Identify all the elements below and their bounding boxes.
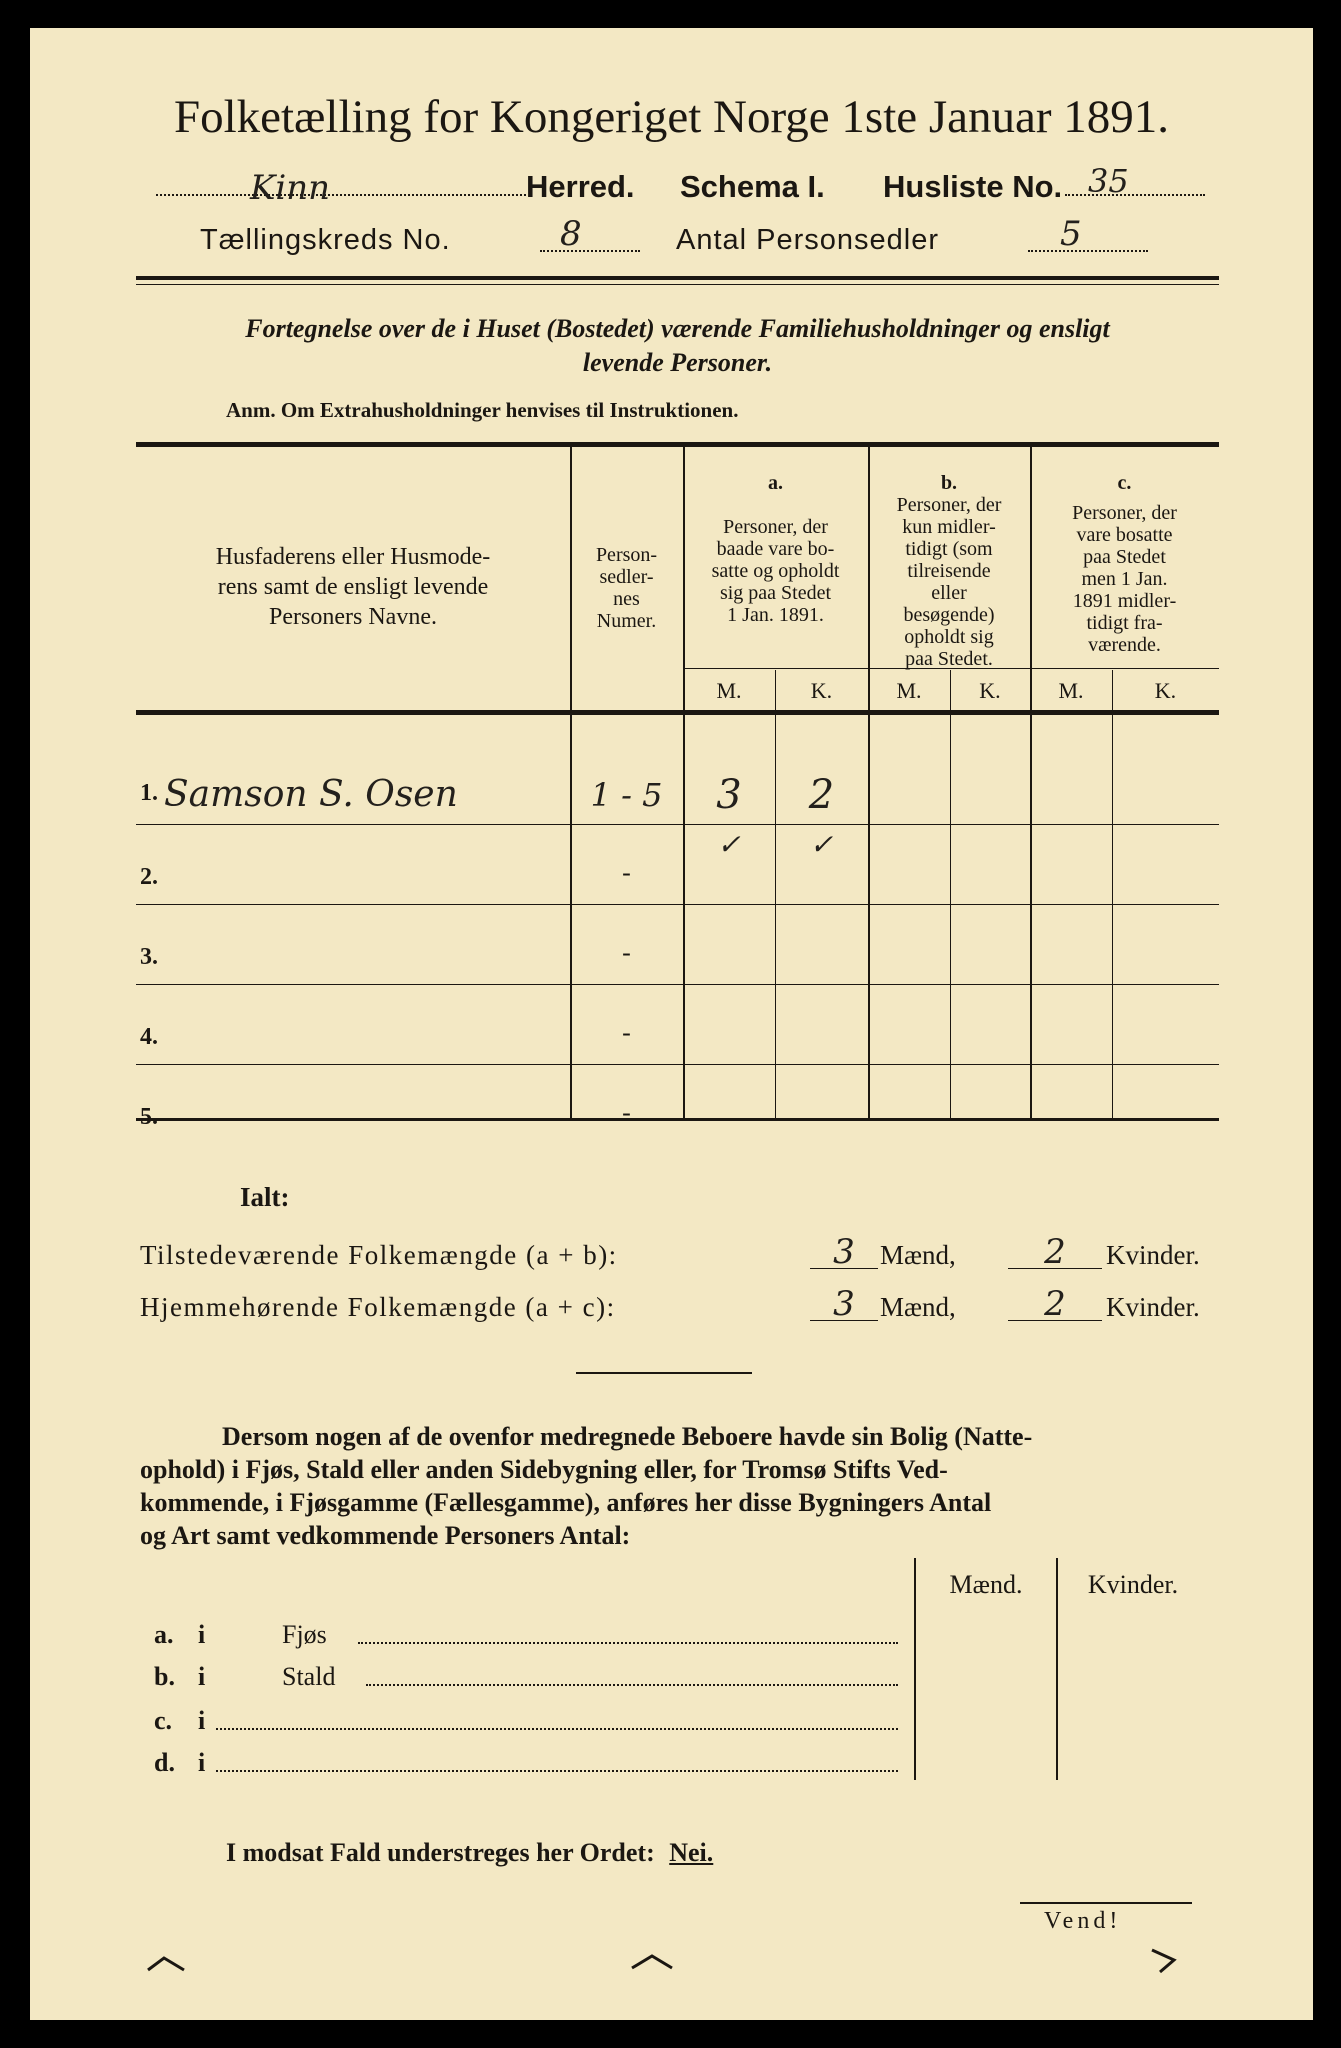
herred-value: Kinn bbox=[250, 168, 331, 208]
hjemme-k-value: 2 bbox=[1044, 1284, 1066, 1324]
row-2-personsedler: - bbox=[622, 858, 631, 887]
col-a-line-1: Personer, der bbox=[723, 516, 828, 538]
col-b-header bbox=[868, 472, 1030, 670]
row-line-3 bbox=[136, 984, 1219, 985]
building-b-i: i bbox=[198, 1662, 206, 1691]
col-a-line-2: baade vare bo- bbox=[716, 538, 835, 560]
census-form-sheet bbox=[30, 28, 1313, 2020]
section-divider bbox=[576, 1372, 752, 1374]
col-c-m: M. bbox=[1058, 678, 1084, 703]
hjemme-label: Hjemmehørende Folkemængde (a + c): bbox=[140, 1292, 616, 1322]
col-b-letter: b. bbox=[940, 472, 958, 494]
building-d-letter: d. bbox=[154, 1748, 175, 1777]
kreds-value: 8 bbox=[560, 214, 582, 254]
building-a-letter: a. bbox=[154, 1620, 174, 1649]
row-5-number: 5. bbox=[140, 1104, 158, 1130]
row-4-personsedler: - bbox=[622, 1018, 631, 1047]
col-c-line-4: men 1 Jan. bbox=[1081, 568, 1168, 590]
col-c-letter: c. bbox=[1117, 472, 1132, 494]
col-a-line-5: 1 Jan. 1891. bbox=[727, 604, 824, 626]
buildings-para-line-1: Dersom nogen af de ovenfor medregnede Beboere havde sin Bolig (Natte- bbox=[222, 1422, 1033, 1451]
col-c-line-3: paa Stedet bbox=[1083, 546, 1166, 568]
col-c-line-6: tidigt fra- bbox=[1086, 612, 1163, 634]
col-b-line-6: besøgende) bbox=[903, 604, 995, 626]
corner-mark-right-icon bbox=[1148, 1946, 1178, 1976]
col-b-line-4: tilreisende bbox=[907, 560, 991, 582]
building-c-i: i bbox=[198, 1706, 206, 1735]
building-c-dots bbox=[216, 1728, 898, 1730]
vend-rule bbox=[1020, 1902, 1192, 1904]
tilstede-m-value: 3 bbox=[833, 1232, 855, 1272]
tilstede-label: Tilstedeværende Folkemængde (a + b): bbox=[140, 1240, 618, 1270]
ialt-label: Ialt: bbox=[240, 1182, 290, 1212]
table-header-bottom-rule bbox=[136, 710, 1219, 715]
col-num-line-3: nes bbox=[613, 588, 640, 610]
col-c-line-7: værende. bbox=[1088, 634, 1161, 656]
building-a-i: i bbox=[198, 1620, 206, 1649]
col-c-line-5: 1891 midler- bbox=[1072, 590, 1177, 612]
col-num-header bbox=[570, 544, 683, 632]
nei-word: Nei. bbox=[669, 1838, 714, 1867]
col-a-line-4: sig paa Stedet bbox=[719, 582, 832, 604]
a-mk-divider bbox=[775, 670, 776, 1118]
buildings-para-line-3: kommende, i Fjøsgamme (Fællesgamme), anføres her disse Bygningers Antal bbox=[140, 1488, 992, 1517]
row-3-personsedler: - bbox=[622, 938, 631, 967]
row-1-a-k: 2 bbox=[808, 772, 835, 818]
col-num-line-1: Person- bbox=[595, 544, 658, 566]
c-mk-divider bbox=[1112, 670, 1113, 1118]
intro-line-1: Fortegnelse over de i Huset (Bostedet) værende Familiehusholdninger og ensligt bbox=[245, 314, 1110, 343]
row-2-a-m-check: ✓ bbox=[717, 828, 741, 861]
building-d-i: i bbox=[198, 1748, 206, 1777]
husliste-dotted-line bbox=[1065, 194, 1205, 196]
row-line-4 bbox=[136, 1064, 1219, 1065]
buildings-col-kvinder: Kvinder. bbox=[1087, 1570, 1179, 1599]
col-b-line-3: tidigt (som bbox=[905, 538, 993, 560]
building-d-dots bbox=[216, 1770, 898, 1772]
corner-mark-left-icon bbox=[146, 1952, 186, 1976]
antal-value: 5 bbox=[1060, 214, 1082, 254]
col-a-letter: a. bbox=[768, 472, 783, 494]
hjemme-maend: Mænd, bbox=[880, 1292, 956, 1322]
kreds-label: Tællingskreds No. bbox=[200, 224, 451, 256]
header-rule-thin bbox=[136, 284, 1219, 285]
husliste-label: Husliste No. bbox=[883, 169, 1063, 204]
col-c-line-1: Personer, der bbox=[1072, 502, 1177, 524]
tilstede-maend: Mænd, bbox=[880, 1240, 956, 1270]
row-1-a-m: 3 bbox=[716, 772, 742, 818]
col-b-line-5: eller bbox=[931, 582, 967, 604]
building-c-letter: c. bbox=[154, 1706, 173, 1735]
row-3-number: 3. bbox=[140, 944, 158, 970]
herred-label: Herred. bbox=[526, 169, 635, 204]
col-b-line-8: paa Stedet. bbox=[905, 648, 993, 670]
row-4-number: 4. bbox=[140, 1024, 158, 1050]
husliste-value: 35 bbox=[1088, 162, 1129, 200]
col-c-header bbox=[1030, 472, 1219, 656]
kreds-dotted-line bbox=[540, 250, 640, 252]
row-1-number: 1. bbox=[140, 780, 158, 806]
col-b-m: M. bbox=[896, 678, 922, 703]
col-c-line-2: vare bosatte bbox=[1076, 524, 1173, 546]
col-num-line-4: Numer. bbox=[596, 610, 657, 632]
intro-line-2: levende Personer. bbox=[582, 348, 773, 377]
vend-label: Vend! bbox=[1044, 1908, 1122, 1934]
antal-dotted-line bbox=[1028, 250, 1148, 252]
row-5-personsedler: - bbox=[622, 1098, 631, 1127]
buildings-col-maend: Mænd. bbox=[949, 1570, 1023, 1599]
building-a-dots bbox=[358, 1642, 898, 1644]
col-b-line-7: opholdt sig bbox=[904, 626, 994, 648]
modsat-text bbox=[226, 1838, 713, 1868]
building-b-dots bbox=[366, 1684, 898, 1686]
col-num-line-2: sedler- bbox=[599, 566, 654, 588]
corner-mark-center-icon bbox=[630, 1952, 674, 1976]
col-b-line-2: kun midler- bbox=[902, 516, 996, 538]
building-b-letter: b. bbox=[154, 1662, 175, 1691]
buildings-para-line-2: ophold) i Fjøs, Stald eller anden Sidebygning eller, for Tromsø Stifts Ved- bbox=[140, 1455, 948, 1484]
tilstede-k-value: 2 bbox=[1044, 1232, 1066, 1272]
buildings-paragraph bbox=[140, 1420, 1223, 1552]
col-b-line-1: Personer, der bbox=[896, 494, 1002, 516]
antal-label: Antal Personsedler bbox=[676, 224, 940, 256]
row-1-personsedler: 1 - 5 bbox=[590, 776, 663, 814]
col-name-header bbox=[136, 542, 570, 632]
row-2-number: 2. bbox=[140, 864, 158, 890]
col-c-k: K. bbox=[1154, 678, 1177, 703]
b-mk-divider bbox=[950, 670, 951, 1118]
col-name-line-2: rens samt de ensligt levende bbox=[217, 574, 489, 600]
row-2-a-k-check: ✓ bbox=[809, 828, 834, 861]
herred-dotted-line bbox=[156, 194, 526, 196]
col-a-line-3: satte og opholdt bbox=[711, 560, 840, 582]
tilstede-kvinder: Kvinder. bbox=[1106, 1240, 1200, 1270]
hjemme-kvinder: Kvinder. bbox=[1106, 1292, 1200, 1322]
buildings-para-line-4: og Art samt vedkommende Personers Antal: bbox=[140, 1521, 631, 1550]
row-line-2 bbox=[136, 904, 1219, 905]
row-line-1 bbox=[136, 824, 1219, 825]
col-a-m: M. bbox=[716, 678, 742, 703]
row-1-name: Samson S. Osen bbox=[164, 774, 458, 815]
col-name-line-3: Personers Navne. bbox=[269, 604, 437, 630]
modsat-label: I modsat Fald understreges her Ordet: bbox=[226, 1838, 655, 1867]
col-a-k: K. bbox=[810, 678, 833, 703]
building-b-label: Stald bbox=[282, 1662, 336, 1691]
col-name-line-1: Husfaderens eller Husmode- bbox=[215, 544, 491, 570]
col-a-header bbox=[683, 472, 868, 626]
schema-label: Schema I. bbox=[680, 169, 825, 204]
hjemme-m-value: 3 bbox=[833, 1284, 855, 1324]
form-title: Folketælling for Kongeriget Norge 1ste Januar 1891. bbox=[173, 91, 1170, 143]
anm-note: Anm. Om Extrahusholdninger henvises til Instruktionen. bbox=[226, 398, 739, 422]
table-top-rule bbox=[136, 442, 1219, 447]
col-b-k: K. bbox=[979, 678, 1001, 703]
building-a-label: Fjøs bbox=[282, 1620, 327, 1649]
header-rule bbox=[136, 276, 1219, 280]
